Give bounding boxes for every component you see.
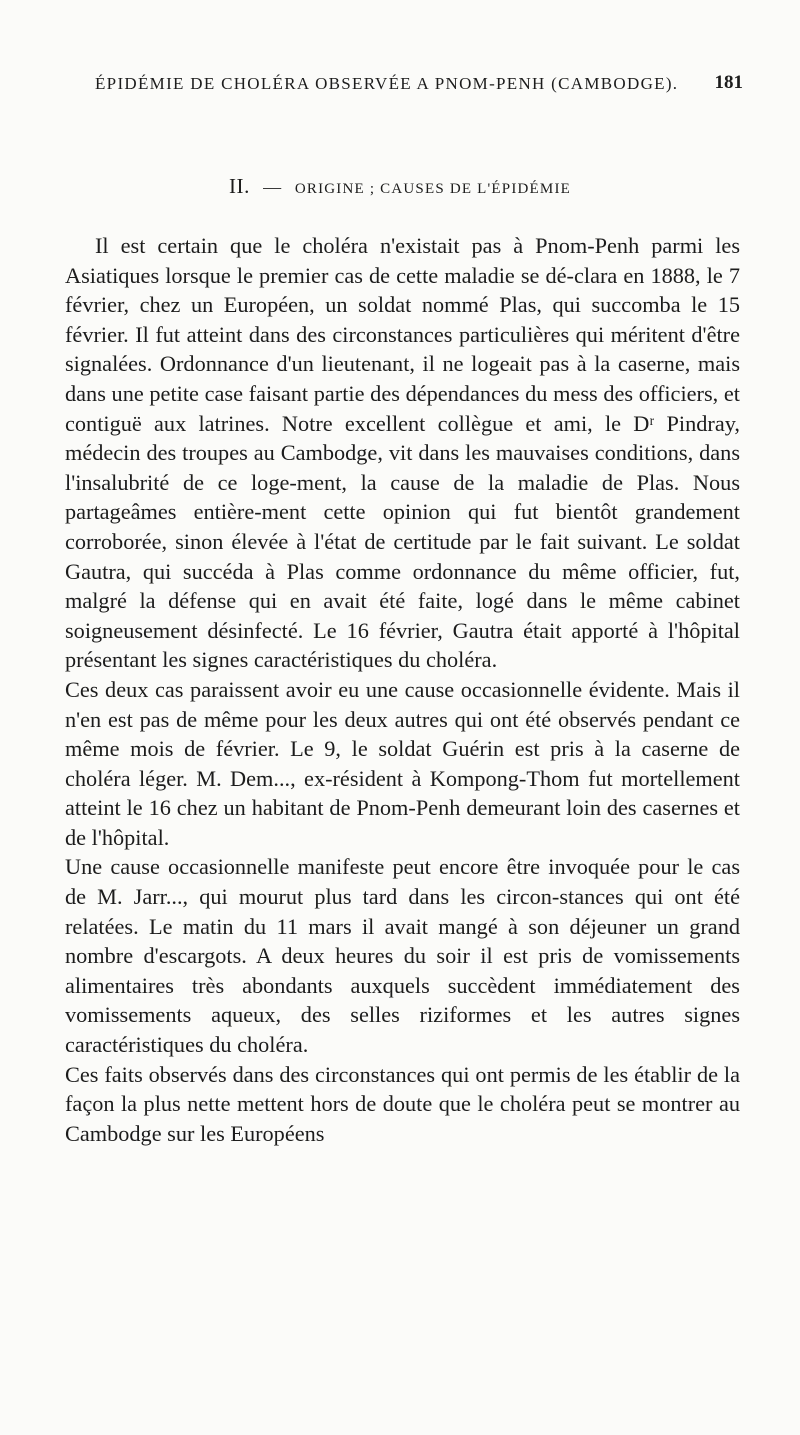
section-numeral: II. [228, 174, 250, 198]
running-header [95, 74, 743, 104]
body-text [65, 231, 740, 1148]
section-dash: — [263, 177, 282, 197]
section-title: ORIGINE ; CAUSES DE L'ÉPIDÉMIE [294, 181, 572, 197]
running-title: ÉPIDÉMIE DE CHOLÉRA OBSERVÉE A PNOM-PENH (CAMBODGE). [95, 74, 679, 93]
paragraph: Ces deux cas paraissent avoir eu une cause occasionnelle évidente. Mais il n'en est pas de même pour les deux autres qui ont été observés pendant ce même mois de février. Le 9, le soldat Guérin est pris à la caserne de choléra léger. M. Dem..., ex-résident à Kompong-Thom fut mortellement atteint le 16 chez un habitant de Pnom-Penh demeurant loin des casernes et de l'hôpital. [65, 676, 740, 850]
paragraph: Ces faits observés dans des circonstances qui ont permis de les établir de la façon la plus nette mettent hors de doute que le choléra peut se montrer au Cambodge sur les Européens [65, 1061, 740, 1146]
paragraph: Une cause occasionnelle manifeste peut encore être invoquée pour le cas de M. Jarr..., qui mourut plus tard dans les circon-stances qui ont été relatées. Le matin du 11 mars il avait mangé à son déjeuner un grand nombre d'escargots. A deux heures du soir il est pris de vomissements alimentaires très abondants auxquels succèdent immédiatement des vomissements aqueux, des selles riziformes et les autres signes caractéristiques du choléra. [65, 854, 740, 1058]
page-number: 181 [714, 72, 743, 93]
paragraph: Il est certain que le choléra n'existait pas à Pnom-Penh parmi les Asiatiques lorsque le premier cas de cette maladie se dé-clara en 1888, le 7 février, chez un Européen, un soldat nommé Plas, qui succomba le 15 février. Il fut atteint dans des circonstances particulières qui méritent d'être signalées. Ordonnance d'un lieutenant, il ne logeait pas à la caserne, mais dans une petite case faisant partie des dépendances du mess des officiers, et contiguë aux latrines. Notre excellent collègue et ami, le Dʳ Pindray, médecin des troupes au Cambodge, vit dans les mauvaises conditions, dans l'insalubrité de ce loge-ment, la cause de la maladie de Plas. Nous partageâmes entière-ment cette opinion qui fut bientôt grandement corroborée, sinon élevée à l'état de certitude par le fait suivant. Le soldat Gautra, qui succéda à Plas comme ordonnance du même officier, fut, malgré la défense qui en avait été faite, logé dans le même cabinet soigneusement désinfecté. Le 16 février, Gautra était apporté à l'hôpital présentant les signes caractéristiques du choléra. [65, 233, 740, 673]
section-heading [0, 174, 800, 199]
